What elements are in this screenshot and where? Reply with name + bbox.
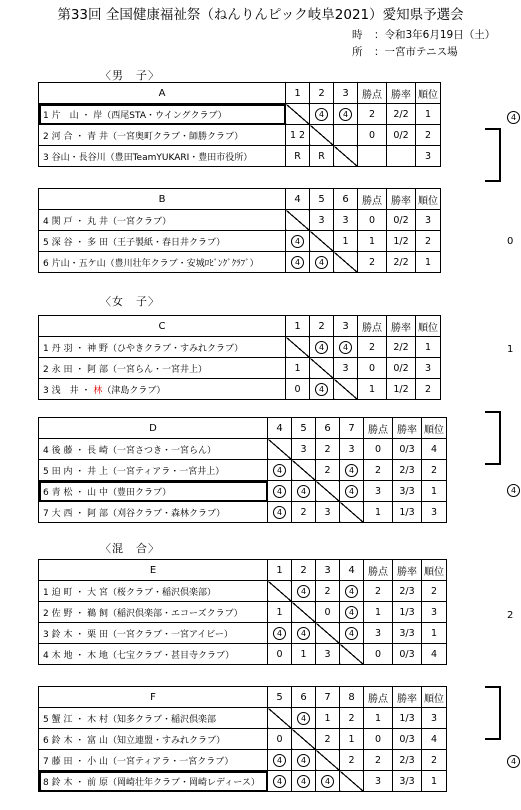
match-score-cell [268,750,292,771]
final-bracket-mixed [485,686,501,740]
match-score-cell [268,481,292,502]
match-score-cell [310,379,334,400]
match-score-cell [334,337,358,358]
self-match-cell [340,644,364,665]
self-match-cell [292,729,316,750]
winning-score: 4 [315,256,328,269]
win-points-cell: 1 [358,231,387,252]
winning-score: 4 [297,754,310,767]
self-match-cell [310,125,334,146]
league-label: D [39,418,268,439]
match-score-cell: 1 [286,358,310,379]
table-row [39,337,441,358]
winning-score: 4 [315,383,328,396]
team-name: 1 迫 町 ・ 大 宮（桜クラブ・稲沢倶楽部） [39,581,268,602]
table-row [39,146,441,167]
final-score-men-top [507,111,520,124]
section-women: 〈女 子〉 [100,295,160,308]
match-score-cell [268,460,292,481]
win-points-cell: 1 [364,602,393,623]
win-points-cell: 3 [364,481,393,502]
winning-score: 4 [297,775,310,788]
match-score-cell: 2 [316,460,340,481]
team-name: 5 蟹 江 ・ 木 村（知多クラブ・稲沢倶楽部 [39,708,268,729]
win-rate-cell: 2/2 [387,104,416,125]
team-name: 1 丹 羽 ・ 神 野（ひやきクラブ・すみれクラブ） [39,337,286,358]
win-points-cell: 1 [364,708,393,729]
opponent-col-header: 2 [292,560,316,581]
rank-cell: 2 [422,750,447,771]
match-score-cell [340,581,364,602]
self-match-cell [310,231,334,252]
match-score-cell: 3 [334,210,358,231]
league-label: F [39,687,268,708]
self-match-cell [310,358,334,379]
opponent-col-header: 8 [340,687,364,708]
col-header-rank: 順位 [416,83,441,104]
col-header-win-rate: 勝率 [393,687,422,708]
col-header-rank: 順位 [422,687,447,708]
self-match-cell [292,602,316,623]
self-match-cell [334,146,358,167]
win-rate-cell: 0/3 [393,439,422,460]
rank-cell: 1 [422,623,447,644]
rank-cell: 3 [416,146,441,167]
team-name: 4 木 地 ・ 木 地（七宝クラブ・甚目寺クラブ） [39,644,268,665]
self-match-cell [334,252,358,273]
table-row [39,439,447,460]
league-table-e [38,559,447,665]
win-points-cell: 2 [358,252,387,273]
win-rate-cell: 0/2 [387,358,416,379]
match-score-cell: 3 [292,439,316,460]
rank-cell: 3 [416,210,441,231]
opponent-col-header: 5 [292,418,316,439]
match-score-cell [286,231,310,252]
win-points-cell [358,146,387,167]
match-score-cell [340,481,364,502]
team-name: 3 鈴 木 ・ 栗 田（一宮クラブ・一宮アイビー） [39,623,268,644]
col-header-win-points: 勝点 [364,687,393,708]
table-row [39,729,447,750]
winning-score: 4 [273,627,286,640]
winning-score: 4 [339,108,352,121]
winning-score: 4 [507,111,520,124]
rank-cell: 4 [422,439,447,460]
win-points-cell: 2 [364,460,393,481]
final-score-women-bottom [507,484,520,497]
rank-cell: 2 [416,125,441,146]
opponent-col-header: 1 [286,316,310,337]
league-table-d [38,417,447,523]
opponent-col-header: 6 [292,687,316,708]
winning-score: 4 [345,585,358,598]
match-score-cell [310,104,334,125]
win-rate-cell: 1/3 [393,708,422,729]
self-match-cell [340,771,364,792]
match-score-cell [334,125,358,146]
section-mixed: 〈混 合〉 [100,542,160,555]
match-score-cell: 2 [316,439,340,460]
win-points-cell: 0 [364,729,393,750]
rank-cell: 4 [422,644,447,665]
col-header-rank: 順位 [416,189,441,210]
table-row [39,231,441,252]
match-score-cell: 1 2 [286,125,310,146]
win-points-cell: 2 [358,104,387,125]
opponent-col-header: 4 [268,418,292,439]
win-points-cell: 0 [358,210,387,231]
self-match-cell [334,379,358,400]
match-score-cell [268,623,292,644]
team-club: （津島クラブ） [102,385,166,396]
opponent-col-header: 5 [310,189,334,210]
league-table-b [38,188,441,273]
team-name: 4 関 戸 ・ 丸 井（一宮クラブ） [39,210,286,231]
table-row [39,252,441,273]
match-score-cell: 1 [340,729,364,750]
match-score-cell: R [310,146,334,167]
opponent-col-header: 5 [268,687,292,708]
table-row [39,104,441,125]
win-rate-cell: 1/3 [393,502,422,523]
win-points-cell: 0 [358,358,387,379]
rank-cell: 3 [422,602,447,623]
team-name-part: 3 浅 井 ・ [43,385,94,396]
match-score-cell [292,771,316,792]
winning-score: 4 [339,341,352,354]
opponent-col-header: 2 [310,83,334,104]
match-score-cell [334,104,358,125]
match-score-cell: 2 [292,502,316,523]
table-row [39,379,441,400]
match-score-cell [292,481,316,502]
win-rate-cell: 0/3 [393,644,422,665]
win-rate-cell: 2/2 [387,337,416,358]
match-score-cell [268,771,292,792]
team-name: 6 青 松 ・ 山 中（豊田クラブ） [39,481,268,502]
table-row [39,502,447,523]
win-points-cell: 2 [364,581,393,602]
rank-cell: 3 [422,708,447,729]
col-header-rank: 順位 [422,418,447,439]
table-row [39,460,447,481]
winning-score: 4 [507,484,520,497]
win-points-cell: 2 [364,750,393,771]
win-points-cell: 3 [364,771,393,792]
self-match-cell [268,439,292,460]
table-row [39,358,441,379]
winning-score: 4 [345,485,358,498]
match-score-cell [340,602,364,623]
win-rate-cell: 2/3 [393,460,422,481]
match-score-cell: 1 [268,602,292,623]
winning-score: 4 [321,775,334,788]
match-score-cell: 0 [268,644,292,665]
match-score-cell: 1 [334,231,358,252]
league-label: C [39,316,286,337]
winning-score: 4 [345,627,358,640]
rank-cell: 3 [422,502,447,523]
team-name: 2 佐 野 ・ 鵜 飼（稲沢倶楽部・エコーズクラブ） [39,602,268,623]
win-rate-cell: 0/3 [393,729,422,750]
team-name: 3 谷山・長谷川（豊田TeamYUKARI・豊田市役所） [39,146,286,167]
opponent-col-header: 4 [340,560,364,581]
match-score-cell [292,581,316,602]
opponent-col-header: 3 [316,560,340,581]
event-date: 時 ：令和3年6月19日（土） [352,29,496,41]
table-row [39,771,447,792]
winning-score: 4 [273,754,286,767]
win-rate-cell: 3/3 [393,771,422,792]
self-match-cell [286,104,310,125]
match-score-cell [292,750,316,771]
opponent-col-header: 2 [310,316,334,337]
col-header-rank: 順位 [422,560,447,581]
match-score-cell: 1 [316,708,340,729]
win-rate-cell: 0/2 [387,210,416,231]
winning-score: 4 [291,235,304,248]
final-bracket-men [485,128,501,182]
table-row [39,602,447,623]
self-match-cell [316,750,340,771]
win-rate-cell [387,146,416,167]
col-header-win-rate: 勝率 [393,560,422,581]
opponent-col-header: 6 [316,418,340,439]
match-score-cell [310,337,334,358]
opponent-col-header: 7 [316,687,340,708]
win-points-cell: 0 [358,125,387,146]
col-header-win-points: 勝点 [358,316,387,337]
match-score-cell: 2 [340,750,364,771]
match-score-cell: 3 [316,502,340,523]
match-score-cell: 0 [268,729,292,750]
match-score-cell: 2 [316,729,340,750]
col-header-win-rate: 勝率 [387,83,416,104]
table-header-row [39,83,441,104]
match-score-cell: 2 [340,708,364,729]
opponent-col-header: 7 [340,418,364,439]
table-header-row [39,560,447,581]
table-row [39,125,441,146]
rank-cell: 1 [422,481,447,502]
league-label: A [39,83,286,104]
win-rate-cell: 3/3 [393,481,422,502]
winning-score: 4 [273,506,286,519]
rank-cell: 2 [416,231,441,252]
winning-score: 4 [273,775,286,788]
col-header-rank: 順位 [416,316,441,337]
match-score-cell: 0 [286,379,310,400]
table-row [39,623,447,644]
win-points-cell: 3 [364,623,393,644]
opponent-col-header: 1 [268,560,292,581]
table-header-row [39,687,447,708]
winning-score: 4 [345,606,358,619]
rank-cell: 1 [416,337,441,358]
winning-score: 4 [297,627,310,640]
col-header-win-points: 勝点 [364,418,393,439]
win-rate-cell: 3/3 [393,623,422,644]
self-match-cell [268,581,292,602]
match-score-cell [268,502,292,523]
section-men: 〈男 子〉 [100,69,160,82]
win-points-cell: 2 [358,337,387,358]
team-name: 7 藤 田 ・ 小 山（一宮ティアラ・一宮クラブ） [39,750,268,771]
match-score-cell [340,460,364,481]
col-header-win-points: 勝点 [358,189,387,210]
table-row [39,481,447,502]
team-name: 5 深 谷 ・ 多 田（王子製紙・春日井クラブ） [39,231,286,252]
winning-score: 4 [273,464,286,477]
winning-score: 4 [315,341,328,354]
final-score-mixed-top: 2 [507,610,514,621]
match-score-cell: 1 [292,644,316,665]
team-name: 1 片 山 ・ 岸（西尾STA・ウイングクラブ） [39,104,286,125]
match-score-cell: 3 [334,358,358,379]
rank-cell: 1 [416,252,441,273]
match-score-cell [286,252,310,273]
self-match-cell [316,481,340,502]
winning-score: 4 [297,485,310,498]
team-name: 6 鈴 木 ・ 富 山（知立連盟・すみれクラブ） [39,729,268,750]
winning-score: 4 [297,712,310,725]
final-score-men-bottom: 0 [507,236,514,247]
match-score-cell [340,623,364,644]
rank-cell: 2 [422,460,447,481]
team-name: 7 大 西 ・ 阿 部（刈谷クラブ・森林クラブ） [39,502,268,523]
opponent-col-header: 3 [334,316,358,337]
table-row [39,644,447,665]
league-table-f [38,686,447,792]
team-name: 5 田 内 ・ 井 上（一宮ティアラ・一宮井上） [39,460,268,481]
win-rate-cell: 2/2 [387,252,416,273]
self-match-cell [286,210,310,231]
winning-score: 4 [297,585,310,598]
col-header-win-points: 勝点 [358,83,387,104]
league-table-c [38,315,441,400]
rank-cell: 2 [416,379,441,400]
win-rate-cell: 2/3 [393,750,422,771]
rank-cell: 1 [422,771,447,792]
col-header-win-rate: 勝率 [387,316,416,337]
team-name-highlight: 林 [93,385,103,396]
table-row [39,750,447,771]
winning-score: 4 [273,485,286,498]
winning-score: 4 [345,464,358,477]
event-venue: 所 ：一宮市テニス場 [352,46,458,58]
final-score-mixed-bottom [507,755,520,768]
league-table-a [38,82,441,167]
opponent-col-header: 6 [334,189,358,210]
self-match-cell [340,502,364,523]
winning-score: 4 [315,108,328,121]
league-label: B [39,189,286,210]
match-score-cell [316,771,340,792]
table-header-row [39,189,441,210]
opponent-col-header: 4 [286,189,310,210]
win-rate-cell: 1/2 [387,379,416,400]
team-name: 2 河 合 ・ 青 井（一宮奥町クラブ・師勝クラブ） [39,125,286,146]
winning-score: 4 [507,755,520,768]
match-score-cell: 3 [316,644,340,665]
table-row [39,210,441,231]
rank-cell: 1 [416,104,441,125]
page-title: 第33回 全国健康福祉祭（ねんりんピック岐阜2021）愛知県予選会 [57,7,464,23]
win-points-cell: 0 [364,439,393,460]
opponent-col-header: 1 [286,83,310,104]
win-rate-cell: 2/3 [393,581,422,602]
match-score-cell: 3 [310,210,334,231]
table-row [39,708,447,729]
self-match-cell [268,708,292,729]
opponent-col-header: 3 [334,83,358,104]
match-score-cell: R [286,146,310,167]
win-points-cell: 0 [364,644,393,665]
rank-cell: 2 [422,581,447,602]
match-score-cell: 3 [340,439,364,460]
match-score-cell [292,708,316,729]
team-name: 6 片山・五ケ山（豊川壮年クラブ・安城ﾛﾋﾞﾝｸﾞｸﾗﾌﾞ） [39,252,286,273]
col-header-win-points: 勝点 [364,560,393,581]
final-score-women-top: 1 [507,344,514,355]
match-score-cell [292,623,316,644]
team-name: 8 鈴 木 ・ 前 原（岡崎壮年クラブ・岡崎レディース） [39,771,268,792]
self-match-cell [316,623,340,644]
win-rate-cell: 0/2 [387,125,416,146]
final-bracket-women [485,411,501,465]
match-score-cell: 0 [316,602,340,623]
col-header-win-rate: 勝率 [393,418,422,439]
win-rate-cell: 1/3 [393,602,422,623]
win-points-cell: 1 [364,502,393,523]
league-label: E [39,560,268,581]
table-header-row [39,316,441,337]
win-points-cell: 1 [358,379,387,400]
rank-cell: 4 [422,729,447,750]
team-name [39,379,286,400]
team-name: 4 後 藤 ・ 長 崎（一宮さつき・一宮らん） [39,439,268,460]
win-rate-cell: 1/2 [387,231,416,252]
table-row [39,581,447,602]
col-header-win-rate: 勝率 [387,189,416,210]
match-score-cell [310,252,334,273]
match-score-cell: 2 [316,581,340,602]
rank-cell: 3 [416,358,441,379]
team-name: 2 永 田 ・ 阿 部（一宮らん・一宮井上） [39,358,286,379]
self-match-cell [286,337,310,358]
table-header-row [39,418,447,439]
winning-score: 4 [291,256,304,269]
self-match-cell [292,460,316,481]
